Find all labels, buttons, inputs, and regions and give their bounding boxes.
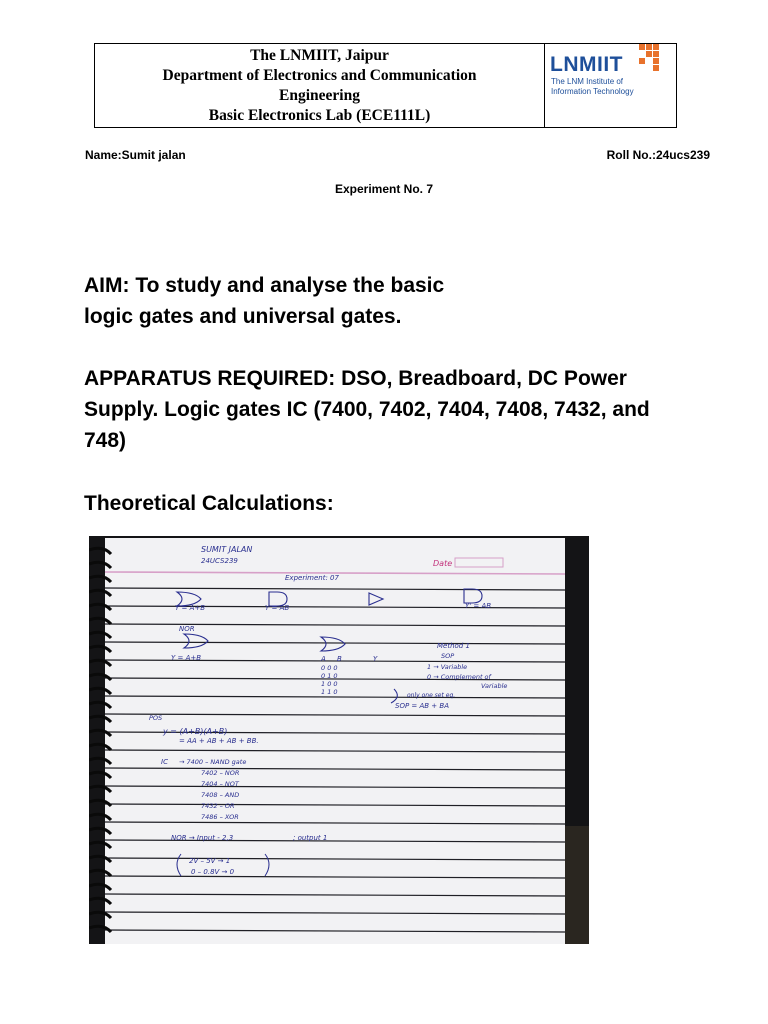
logo-grid-icon xyxy=(639,44,665,74)
aim-line-2: logic gates and universal gates. xyxy=(84,305,402,328)
nb-sop: SOP xyxy=(441,652,455,660)
nb-tt-row: 1 0 0 xyxy=(321,680,338,688)
nb-roll: 24UCS239 xyxy=(201,557,238,565)
aim-line-1: AIM: To study and analyse the basic xyxy=(84,274,445,297)
apparatus-line-1: APPARATUS REQUIRED: DSO, Breadboard, DC Power xyxy=(84,367,627,390)
nb-eq2: Y = AB xyxy=(265,604,290,612)
logo-subtitle xyxy=(551,77,634,97)
logo-text: LNMIIT xyxy=(550,53,623,76)
institute-name: The LNMIIT, Jaipur xyxy=(250,46,389,64)
nb-m2: 0 → Complement of xyxy=(427,673,491,681)
apparatus-line-2: Supply. Logic gates IC (7400, 7402, 7404, 7408, 7432, and xyxy=(84,398,650,421)
logo-subtitle-1: The LNM Institute of xyxy=(551,77,624,86)
nb-tt-row: 0 0 0 xyxy=(321,664,338,672)
nb-volt2: 0 – 0.8V → 0 xyxy=(191,868,235,876)
nb-ic-row: 7404 – NOT xyxy=(201,780,239,788)
nb-method: Method 1 xyxy=(437,642,470,650)
notebook-photo xyxy=(89,536,589,944)
nb-tt-b: B xyxy=(337,655,342,663)
nb-ic-label: IC xyxy=(161,758,168,766)
nb-title: Experiment: 07 xyxy=(285,574,339,582)
notebook-page xyxy=(105,538,565,944)
nb-name: SUMIT JALAN xyxy=(201,545,253,554)
department-line: Department of Electronics and Communication xyxy=(162,66,477,84)
nb-eq1: Y = A+B xyxy=(175,604,206,612)
roll-number: Roll No.:24ucs239 xyxy=(606,148,710,162)
logo xyxy=(545,44,676,127)
lab-name: Basic Electronics Lab (ECE111L) xyxy=(208,106,431,124)
header-box xyxy=(94,43,677,128)
apparatus-line-3: 748) xyxy=(84,429,127,452)
nb-ic-row: 7408 – AND xyxy=(201,791,240,799)
nb-tt-a: A xyxy=(321,655,326,663)
department-line-2: Engineering xyxy=(279,86,360,104)
nb-ic-row: 7486 – XOR xyxy=(201,813,239,821)
logo-subtitle-2: Information Technology xyxy=(551,87,634,96)
nb-nor-input: NOR → Input - 2,3 xyxy=(171,834,234,842)
nb-ic-row: 7432 – OR xyxy=(201,802,235,810)
nb-eq3: Y' = AB xyxy=(465,602,492,610)
nb-nor-output: ; output 1 xyxy=(293,834,328,842)
nb-volt1: 2V – 5V → 1 xyxy=(189,857,231,865)
nb-m3: Variable xyxy=(481,682,508,690)
nb-ic-row: 7402 – NOR xyxy=(201,769,240,777)
nb-date-label: Date xyxy=(433,559,453,568)
nb-m1: 1 → Variable xyxy=(427,663,468,671)
nb-nor-eq: Y = A+B xyxy=(171,654,202,662)
student-name: Name:Sumit jalan xyxy=(85,148,186,162)
theory-heading: Theoretical Calculations: xyxy=(84,492,334,515)
nb-tt-y: Y xyxy=(373,655,378,663)
nb-pos-label: POS xyxy=(149,714,163,722)
institute-header xyxy=(95,44,545,127)
nb-pos-eq2: = AA + AB + AB + BB. xyxy=(179,737,259,745)
nb-nor-label: NOR xyxy=(179,625,195,633)
nb-ic-row: → 7400 – NAND gate xyxy=(179,758,247,766)
nb-tt-row: 0 1 0 xyxy=(321,672,338,680)
nb-tt-row: 1 1 0 xyxy=(321,688,338,696)
nb-m4: only one set eq. xyxy=(407,692,456,699)
nb-m5: SOP = AB + BA xyxy=(395,702,449,710)
experiment-number: Experiment No. 7 xyxy=(334,182,434,196)
nb-pos-eq1: y = (A+B)(A+B) xyxy=(163,727,228,736)
